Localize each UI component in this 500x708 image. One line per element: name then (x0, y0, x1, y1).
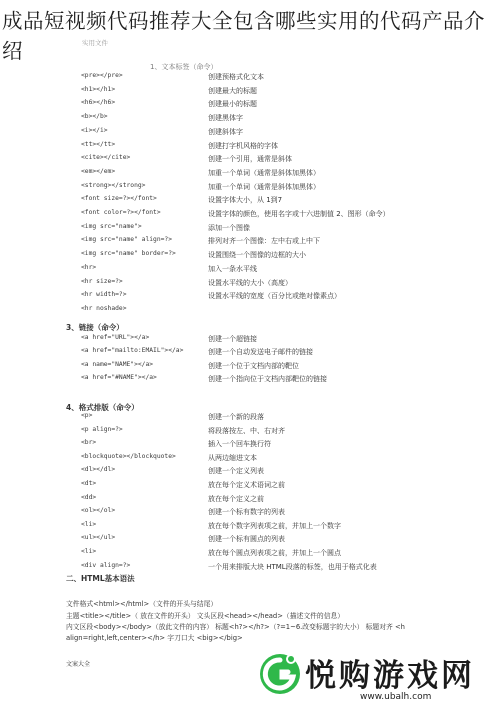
format-desc: 一个用来排版大块 HTML段落的标签，也用于格式化表 (208, 562, 377, 571)
link-tag: <a name="NAME"></a> (81, 360, 154, 368)
link-row (0, 347, 500, 359)
link-desc: 创建一个自动发送电子邮件的链接 (208, 348, 313, 357)
tag-desc: 设置围绕一个图像的边框的大小 (208, 251, 306, 260)
format-desc: 放在每个数字列表项之前，并加上一个数字 (208, 521, 341, 530)
tag-row (0, 154, 500, 166)
link-desc: 创建一个指向位于文档内部靶位的链接 (208, 375, 327, 384)
format-desc: 插入一个回车换行符 (208, 440, 271, 449)
format-tag: <br> (81, 439, 97, 447)
link-row (0, 374, 500, 386)
tag-row (0, 264, 500, 276)
format-row (0, 507, 500, 519)
para-line-1: 文件格式<html></html>（文件的开头与结尾） (66, 600, 218, 608)
format-desc: 创建一个定义列表 (208, 467, 264, 476)
tag-desc: 设置水平线的宽度（百分比或绝对像素点） (208, 292, 341, 301)
tag-desc: 设置字体大小，从 1到7 (208, 196, 283, 205)
format-row (0, 562, 500, 574)
format-row (0, 480, 500, 492)
tag-row (0, 223, 500, 235)
tag-desc: 创建斜体字 (208, 127, 243, 136)
tag-tag: <strong></strong> (81, 181, 146, 189)
tag-desc: 创建黑体字 (208, 114, 243, 123)
tag-desc: 加重一个单词（通常是斜体加黑体） (208, 168, 320, 177)
link-row (0, 334, 500, 346)
format-desc: 将段落按左、中、右对齐 (208, 426, 285, 435)
section3-heading: 3、链接（命令） (66, 323, 124, 332)
tag-row (0, 278, 500, 290)
link-tag: <a href="#NAME"></a> (81, 374, 157, 382)
tag-row (0, 305, 500, 317)
tag-desc: 加入一条水平线 (208, 264, 257, 273)
tag-row (0, 113, 500, 125)
tag-tag: <em></em> (81, 167, 116, 175)
tag-row (0, 168, 500, 180)
tag-tag: <img src="name" border=?> (81, 250, 176, 258)
format-tag: <dd> (81, 493, 97, 501)
format-tag: <ol></ol> (81, 507, 116, 515)
tag-desc: 创建预格式化文本 (208, 73, 264, 81)
tag-row (0, 250, 500, 262)
format-row (0, 466, 500, 478)
tag-desc: 排列对齐一个图像：左中右或上中下 (208, 237, 320, 246)
tag-row (0, 182, 500, 194)
para-line-3: 内文区段<body></body>（放此文件的内容） 标题<h?></h?>（?=1~6.改变标题字的大小） 标题对齐 <h (66, 623, 405, 631)
format-row (0, 426, 500, 438)
link-tag: <a href="mailto:EMAIL"></a> (81, 347, 184, 355)
tag-tag: <img src="name" align=?> (81, 236, 172, 244)
format-row (0, 494, 500, 506)
brand-url[interactable]: www.ubalh.com (360, 692, 432, 702)
tag-desc: 创建最大的标题 (208, 86, 257, 95)
section1-heading: 1、文本标签（命令） (150, 63, 218, 71)
para-line-2: 主题<title></title>（ 放在文件的开头） 文头区段<head></head>（描述文件的信息） (66, 612, 345, 620)
footer-label: 文案大全 (66, 661, 91, 668)
tag-desc: 加重一个单词（通常是斜体加黑体） (208, 182, 320, 191)
format-tag: <dl></dl> (81, 466, 116, 474)
format-row (0, 521, 500, 533)
format-desc: 放在每个定义术语词之前 (208, 481, 285, 489)
tag-desc: 设置字体的颜色，使用名字或十六进制值 2、图形（命令） (208, 210, 390, 218)
tag-tag: <h1></h1> (81, 85, 116, 93)
page-title: 成品短视频代码推荐大全包含哪些实用的代码产品介绍 (2, 9, 485, 63)
format-row (0, 453, 500, 465)
top-label: 实用文件 (82, 39, 108, 47)
tag-tag: <i></i> (81, 126, 108, 134)
format-tag: <p> (81, 412, 93, 419)
tag-tag: <h6></h6> (81, 99, 116, 107)
format-tag: <li> (81, 548, 97, 555)
format-tag: <blockquote></blockquote> (81, 452, 176, 460)
tag-desc: 设置水平线的大小（高度） (208, 278, 292, 287)
tag-desc: 创建一个引用，通常是斜体 (208, 155, 292, 164)
tag-tag: <cite></cite> (81, 154, 131, 162)
tag-row (0, 291, 500, 303)
tag-desc: 创建最小的标题 (208, 100, 257, 109)
para-line-4: align=right,left,center></h> 字刀口大 <big></big> (66, 634, 243, 642)
brand-logo-icon (258, 650, 302, 700)
link-tag: <a href="URL"></a> (81, 334, 150, 341)
format-desc: 创建一个标有数字的列表 (208, 508, 285, 517)
format-tag: <dt> (81, 480, 97, 487)
tag-row (0, 72, 500, 84)
tag-row (0, 99, 500, 111)
format-desc: 从两边缩进文本 (208, 453, 257, 462)
format-desc: 创建一个新的段落 (208, 413, 264, 421)
format-row (0, 439, 500, 451)
tag-row (0, 86, 500, 98)
tag-tag: <hr noshade> (81, 304, 127, 312)
tag-tag: <img src="name"> (81, 222, 142, 230)
format-tag: <div align=?> (81, 561, 131, 569)
format-tag: <li> (81, 520, 97, 528)
link-desc: 创建一个位于文档内部的靶位 (208, 361, 299, 370)
tag-tag: <font size=?></font> (81, 195, 157, 203)
tag-tag: <pre></pre> (81, 72, 123, 79)
format-desc: 放在每个定义之前 (208, 494, 264, 503)
section4-heading: 4、格式排版（命令） (66, 403, 139, 412)
tag-row (0, 209, 500, 221)
brand-name: 悦购游戏网 (305, 658, 475, 694)
tag-row (0, 127, 500, 139)
format-desc: 放在每个圆点列表项之前，并加上一个圆点 (208, 549, 341, 557)
section-html-heading: 二、HTML基本语法 (66, 574, 135, 583)
tag-desc: 添加一个图像 (208, 223, 250, 232)
link-desc: 创建一个超链接 (208, 335, 257, 343)
format-desc: 创建一个标有圆点的列表 (208, 535, 285, 544)
format-tag: <p align=?> (81, 425, 123, 433)
tag-tag: <hr> (81, 263, 97, 271)
tag-tag: <hr width=?> (81, 291, 127, 299)
format-row (0, 548, 500, 560)
format-row (0, 412, 500, 424)
link-row (0, 361, 500, 373)
tag-row (0, 195, 500, 207)
tag-row (0, 141, 500, 153)
tag-row (0, 236, 500, 248)
format-tag: <ul></ul> (81, 534, 116, 542)
tag-tag: <font color=?></font> (81, 209, 161, 216)
tag-tag: <tt></tt> (81, 140, 116, 148)
tag-tag: <b></b> (81, 113, 108, 121)
format-row (0, 534, 500, 546)
tag-tag: <hr size=?> (81, 277, 123, 285)
tag-desc: 创建打字机风格的字体 (208, 141, 278, 150)
